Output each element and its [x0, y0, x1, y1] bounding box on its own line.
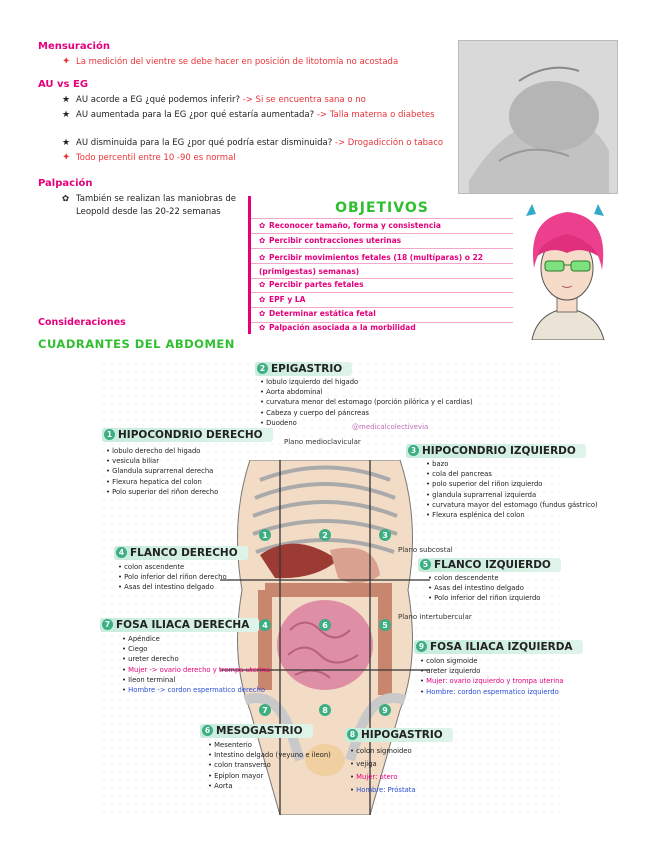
region-title-fosa-iliaca-derecha: 7 FOSA ILIACA DERECHA: [100, 618, 259, 632]
plus-icon: ✦: [62, 152, 71, 163]
svg-text:5: 5: [382, 621, 388, 630]
region-title-mesogastrio: 6 MESOGASTRIO: [200, 724, 313, 738]
plano-subcostal-label: Plano subcostal: [398, 546, 453, 554]
au-item-2: ★ AU aumentada para la EG ¿por qué estaría aumentada? -> Talla materna o diabetes: [62, 110, 435, 120]
objetivo-item: ✿ EPF y LA: [259, 295, 306, 304]
region-title-hipogastrio: 8 HIPOGASTRIO: [345, 728, 453, 742]
flower-icon: ✿: [259, 236, 266, 245]
objetivo-item: ✿ Determinar estática fetal: [259, 309, 376, 318]
region-title-hipocondrio-izquierdo: 3 HIPOCONDRIO IZQUIERDO: [406, 444, 586, 458]
svg-text:4: 4: [262, 621, 268, 630]
flower-icon: ✿: [259, 221, 266, 230]
svg-text:2: 2: [322, 531, 328, 540]
au-item-4: ✦ Todo percentil entre 10 -90 es normal: [62, 152, 236, 163]
svg-text:6: 6: [322, 621, 328, 630]
au-item-3: ★ AU disminuida para la EG ¿por qué podría estar disminuida? -> Drogadicción o tabaco: [62, 138, 444, 148]
region-title-fosa-iliaca-izquierda: 9 FOSA ILIACA IZQUIERDA: [414, 640, 583, 654]
palpacion-title: Palpación: [38, 178, 93, 189]
mensuracion-item: ✦ La medición del vientre se debe hacer en posición de litotomía no acostada: [62, 56, 399, 67]
star-icon: ★: [62, 95, 71, 105]
region-list-hipocondrio-derecho: • lobulo derecho del higado • vesicula biliar • Glandula suprarrenal derecha • Flexura hepatica del colon • Polo superior del riñon derecho: [106, 447, 219, 496]
flower-icon: ✿: [259, 280, 266, 289]
plus-icon: ✦: [62, 56, 71, 67]
region-list-epigastrio: • lobulo izquierdo del higado • Aorta abdominal • curvatura menor del estomago (porción pilórica y el cardias) • Cabeza y cuerpo del páncreas • Duodeno: [260, 378, 473, 427]
flower-icon: ✿: [259, 323, 266, 332]
region-title-epigastrio: 2 EPIGASTRIO: [255, 362, 352, 376]
region-list-flanco-izquierdo: • colon descendente • Asas del intestino delgado • Polo inferior del riñon izquierdo: [428, 574, 541, 603]
star-icon: ★: [62, 138, 71, 148]
pregnant-abdomen-illustration: [458, 40, 618, 194]
region-title-flanco-derecho: 4 FLANCO DERECHO: [114, 546, 248, 560]
star-icon: ★: [62, 110, 71, 120]
region-title-flanco-izquierdo: 5 FLANCO IZQUIERDO: [418, 558, 561, 572]
au-item-1: ★ AU acorde a EG ¿qué podemos inferir? -> Si se encuentra sana o no: [62, 95, 366, 105]
region-list-hipogastrio: • colon sigmoideo • vejiga • Mujer: utero • Hombre: Próstata: [350, 747, 416, 794]
objetivos-box: [248, 196, 513, 334]
objetivo-item: ✿ Palpación asociada a la morbilidad: [259, 323, 416, 332]
flower-icon: ✿: [259, 309, 266, 318]
flower-icon: ✿: [62, 194, 70, 204]
svg-text:7: 7: [262, 706, 268, 715]
objetivo-item: ✿ Percibir movimientos fetales (18 (multíparas) o 22 (primigestas) semanas): [259, 253, 484, 276]
plano-medioclavicular-label: Plano medioclavicular: [284, 438, 361, 446]
svg-text:3: 3: [382, 531, 388, 540]
svg-text:8: 8: [322, 706, 328, 715]
region-list-mesogastrio: • Mesenterio • Intestino delgado (yeyuno e ileon) • colon transverso • Epiplon mayor • Aorta: [208, 741, 331, 790]
flower-icon: ✿: [259, 295, 266, 304]
region-list-fosa-iliaca-izquierda: • colon sigmoide • ureter izquierdo • Mujer: ovario izquierdo y trompa uterina • Hombre: cordon espermatico izquierdo: [420, 657, 564, 696]
plano-intertubercular-label: Plano intertubercular: [398, 613, 472, 621]
au-vs-eg-title: AU vs EG: [38, 79, 89, 90]
objetivos-title: OBJETIVOS: [335, 200, 429, 216]
objetivo-item: ✿ Percibir partes fetales: [259, 280, 364, 289]
mensuracion-title: Mensuración: [38, 41, 110, 52]
svg-text:9: 9: [382, 706, 388, 715]
abdomen-quadrants-diagram: [100, 360, 598, 815]
region-title-hipocondrio-derecho: 1 HIPOCONDRIO DERECHO: [102, 428, 273, 442]
cuadrantes-title: CUADRANTES DEL ABDOMEN: [38, 337, 235, 351]
flower-icon: ✿: [259, 253, 266, 262]
watermark: @medicalcolectivevia: [352, 423, 429, 431]
svg-text:1: 1: [262, 531, 268, 540]
region-list-hipocondrio-izquierdo: • bazo • cola del pancreas • polo superior del riñon izquierdo • glandula suprarrenal izquierda • curvatura mayor del estomago (fundus gástrico) • Flexura esplénica del colon: [426, 460, 598, 520]
region-list-flanco-derecho: • colon ascendente • Polo inferior del riñon derecho • Asas del intestino delgado: [118, 563, 227, 592]
consideraciones-title: Consideraciones: [38, 317, 126, 328]
palpacion-text: ✿ También se realizan las maniobras de Leopold desde las 20-22 semanas: [62, 194, 236, 217]
objetivo-item: ✿ Reconocer tamaño, forma y consistencia: [259, 221, 441, 230]
anime-character-illustration: [512, 198, 622, 340]
objetivo-item: ✿ Percibir contracciones uterinas: [259, 236, 402, 245]
region-list-fosa-iliaca-derecha: • Apéndice • Ciego • ureter derecho • Mujer -> ovario derecho y trompa uterina • Ileon terminal • Hombre -> cordon espermatico derecho: [122, 635, 270, 695]
